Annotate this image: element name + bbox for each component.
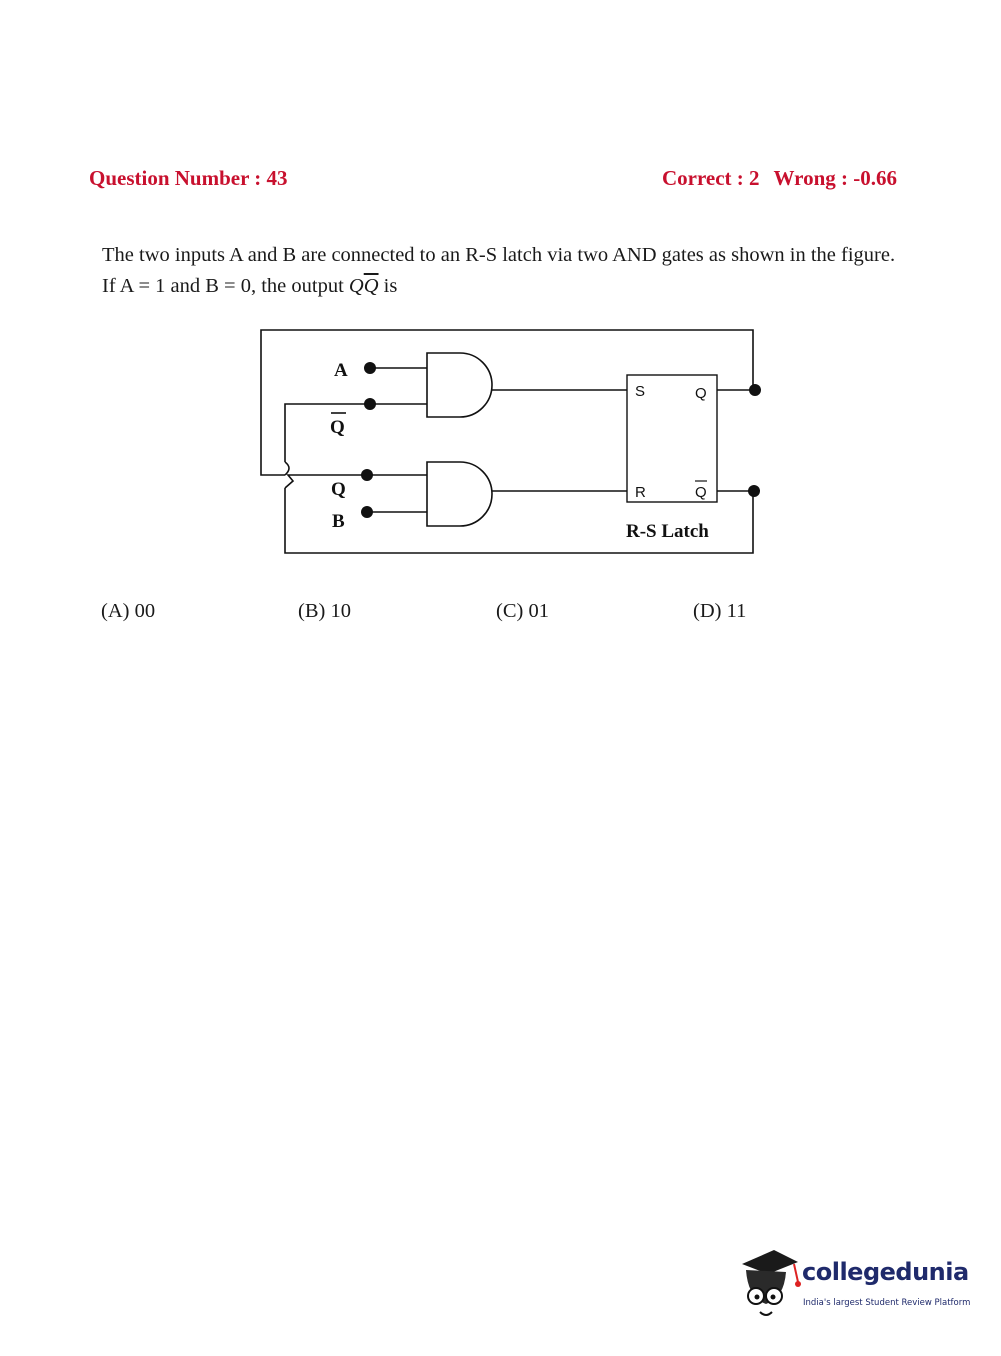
wrong-marks: Wrong : -0.66: [773, 166, 897, 190]
node-a: [364, 362, 376, 374]
latch-r: R: [635, 484, 646, 501]
option-a[interactable]: (A) 00: [101, 600, 156, 622]
node-latch-qbar: [748, 485, 760, 497]
question-number: Question Number : 43: [89, 166, 288, 190]
option-b[interactable]: (B) 10: [298, 600, 351, 622]
feedback-wire-q: [261, 330, 753, 475]
question-body: The two inputs A and B are connected to an R-S latch via two AND gates as shown in the figure. If A = 1 and B = 0, the output: [102, 244, 896, 297]
and-gate-bottom: [427, 462, 492, 526]
label-a: A: [334, 360, 348, 381]
output-q: Q: [348, 275, 364, 297]
node-latch-q: [749, 384, 761, 396]
correct-marks: Correct : 2: [661, 166, 760, 190]
collegedunia-logo: [740, 1248, 980, 1328]
node-b: [361, 506, 373, 518]
wire-crossing: [285, 462, 289, 475]
node-q: [361, 469, 373, 481]
latch-s: S: [635, 383, 646, 400]
output-qbar: $\overline{Q}$: [363, 275, 379, 297]
label-q: Q: [331, 479, 346, 500]
question-suffix: is: [383, 275, 398, 297]
latch-q: Q: [695, 385, 707, 402]
node-qbar: [364, 398, 376, 410]
wire-q-input: [285, 475, 370, 488]
latch-caption: R-S Latch: [626, 521, 709, 542]
latch-qbar: Q: [695, 484, 707, 501]
label-b: B: [332, 511, 345, 532]
circuit-diagram: [0, 0, 1001, 660]
mascot-icon: [740, 1248, 802, 1328]
logo-tagline: India's largest Student Review Platform: [803, 1298, 971, 1308]
option-c[interactable]: (C) 01: [496, 600, 549, 622]
label-qbar: Q: [330, 417, 345, 438]
wire-qbar-input: [285, 404, 370, 462]
option-d[interactable]: (D) 11: [693, 600, 747, 622]
and-gate-top: [427, 353, 492, 417]
logo-name: collegedunia: [802, 1258, 969, 1286]
